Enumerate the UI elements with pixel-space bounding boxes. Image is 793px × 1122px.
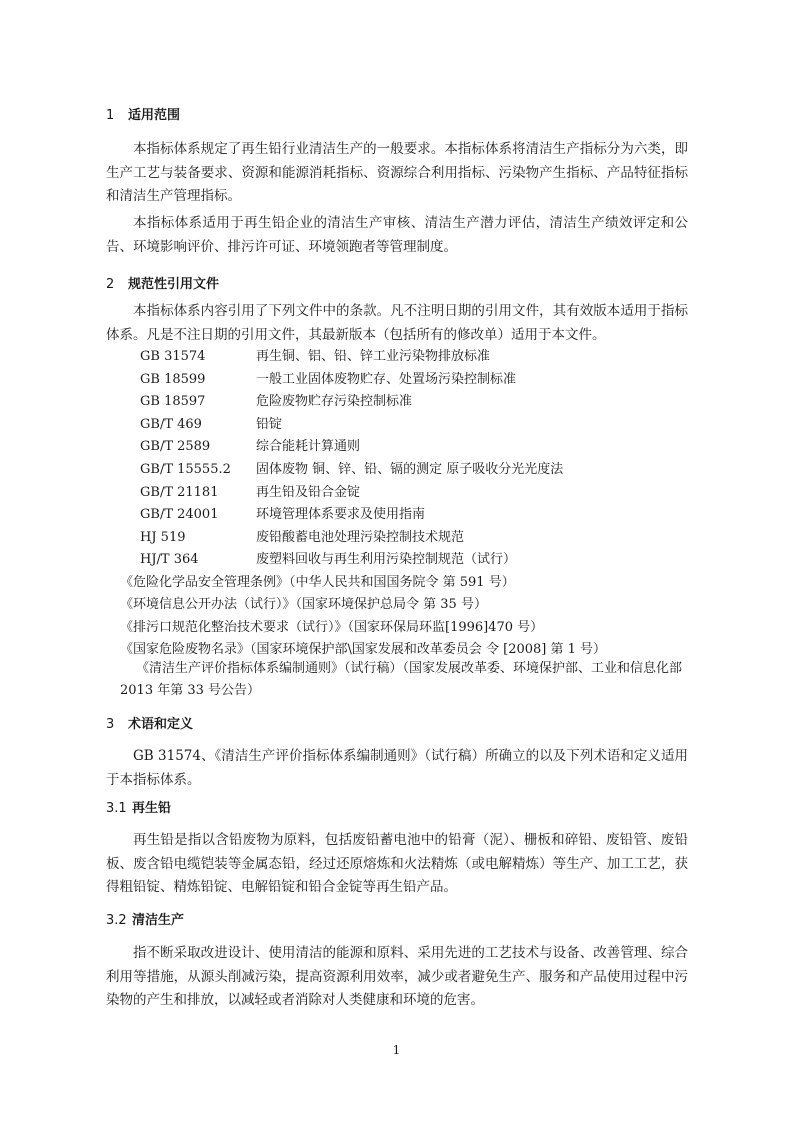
reference-item [140, 458, 563, 477]
regulation-item: 《清洁生产评价指标体系编制通则》（试行稿）（国家发展改革委、环境保护部、工业和信息化部 2013 年第 33 号公告） [120, 661, 683, 698]
reference-code: HJ/T 364 [140, 552, 199, 567]
section-title: 规范性引用文件 [128, 277, 220, 292]
subsection-heading-3-2 [106, 909, 184, 928]
reference-title: 废塑料回收与再生利用污染控制规范（试行） [256, 552, 517, 567]
reference-title: 危险废物贮存污染控制标准 [256, 394, 413, 409]
reference-item [140, 413, 282, 432]
reference-item [140, 503, 425, 522]
reference-title: 再生铅及铅合金锭 [256, 485, 361, 500]
paragraph-scope-1: 本指标体系规定了再生铅行业清洁生产的一般要求。本指标体系将清洁生产指标分为六类，即生产工艺与装备要求、资源和能源消耗指标、资源综合利用指标、污染物产生指标、产品特征指标和清洁生产管理指标。 [106, 141, 688, 204]
subsection-heading-3-1 [106, 797, 171, 816]
reference-item [140, 390, 412, 409]
reference-title: 综合能耗计算通则 [256, 439, 361, 454]
reference-title: 环境管理体系要求及使用指南 [256, 507, 426, 522]
reference-code: HJ 519 [140, 530, 186, 545]
reference-item [140, 345, 490, 364]
subsection-title: 再生铅 [132, 801, 172, 816]
reference-title: 铅锭 [256, 417, 283, 432]
paragraph-terms-intro: GB 31574、《清洁生产评价指标体系编制通则》（试行稿）所确立的以及下列术语和定义适用于本指标体系。 [106, 748, 688, 788]
section-number: 3 [106, 717, 115, 732]
paragraph-definition-recycled-lead: 再生铅是指以含铅废物为原料，包括废铅蓄电池中的铅膏（泥）、栅板和碎铅、废铅管、废铅板、废含铅电缆铠装等金属态铅，经过还原熔炼和火法精炼（或电解精炼）等生产、加工工艺，获得粗铅锭、精炼铅锭、电解铅锭和铅合金锭等再生铅产品。 [106, 832, 688, 895]
paragraph-scope-2: 本指标体系适用于再生铅企业的清洁生产审核、清洁生产潜力评估，清洁生产绩效评定和公告、环境影响评价、排污许可证、环境领跑者等管理制度。 [106, 215, 688, 255]
section-heading-1 [106, 104, 180, 123]
page-number: 1 [392, 1043, 401, 1057]
regulation-item: 《环境信息公开办法（试行）》（国家环境保护总局令 第 35 号） [120, 597, 487, 612]
reference-code: GB 18599 [140, 372, 206, 387]
subsection-title: 清洁生产 [132, 913, 185, 928]
section-number: 1 [106, 108, 115, 123]
reference-code: GB/T 2589 [140, 439, 211, 454]
reference-item [140, 481, 360, 500]
reference-code: GB/T 15555.2 [140, 462, 231, 477]
reference-item [140, 368, 516, 387]
reference-code: GB/T 469 [140, 417, 202, 432]
reference-item [140, 548, 516, 567]
regulation-item: 《危险化学品安全管理条例》（中华人民共和国国务院令 第 591 号） [120, 575, 515, 590]
subsection-number: 3.1 [106, 801, 127, 816]
reference-title: 再生铜、铝、铅、锌工业污染物排放标准 [256, 349, 491, 364]
section-title: 术语和定义 [128, 717, 194, 732]
section-title: 适用范围 [128, 108, 181, 123]
reference-item [140, 526, 464, 545]
regulation-item: 《排污口规范化整治技术要求（试行）》（国家环保局环监[1996]470 号） [120, 620, 544, 635]
reference-code: GB/T 24001 [140, 507, 219, 522]
reference-title: 固体废物 铜、锌、铅、镉的测定 原子吸收分光光度法 [256, 462, 564, 477]
section-heading-2 [106, 273, 219, 292]
reference-code: GB 31574 [140, 349, 206, 364]
subsection-number: 3.2 [106, 913, 127, 928]
reference-item [140, 435, 360, 454]
reference-title: 废铅酸蓄电池处理污染控制技术规范 [256, 530, 465, 545]
paragraph-definition-cleaner-production: 指不断采取改进设计、使用清洁的能源和原料、采用先进的工艺技术与设备、改善管理、综合利用等措施，从源头削减污染，提高资源利用效率，减少或者避免生产、服务和产品使用过程中污染物的产生和排放，以减轻或者消除对人类健康和环境的危害。 [106, 945, 688, 1008]
regulation-item: 《国家危险废物名录》（国家环境保护部\国家发展和改革委员会 令 [2008] 第 1 号） [120, 642, 607, 657]
reference-code: GB/T 21181 [140, 485, 219, 500]
paragraph-references-intro: 本指标体系内容引用了下列文件中的条款。凡不注明日期的引用文件，其有效版本适用于指标体系。凡是不注日期的引用文件，其最新版本（包括所有的修改单）适用于本文件。 [106, 303, 688, 343]
reference-code: GB 18597 [140, 394, 206, 409]
section-heading-3 [106, 713, 193, 732]
section-number: 2 [106, 277, 115, 292]
reference-title: 一般工业固体废物贮存、处置场污染控制标准 [256, 372, 517, 387]
